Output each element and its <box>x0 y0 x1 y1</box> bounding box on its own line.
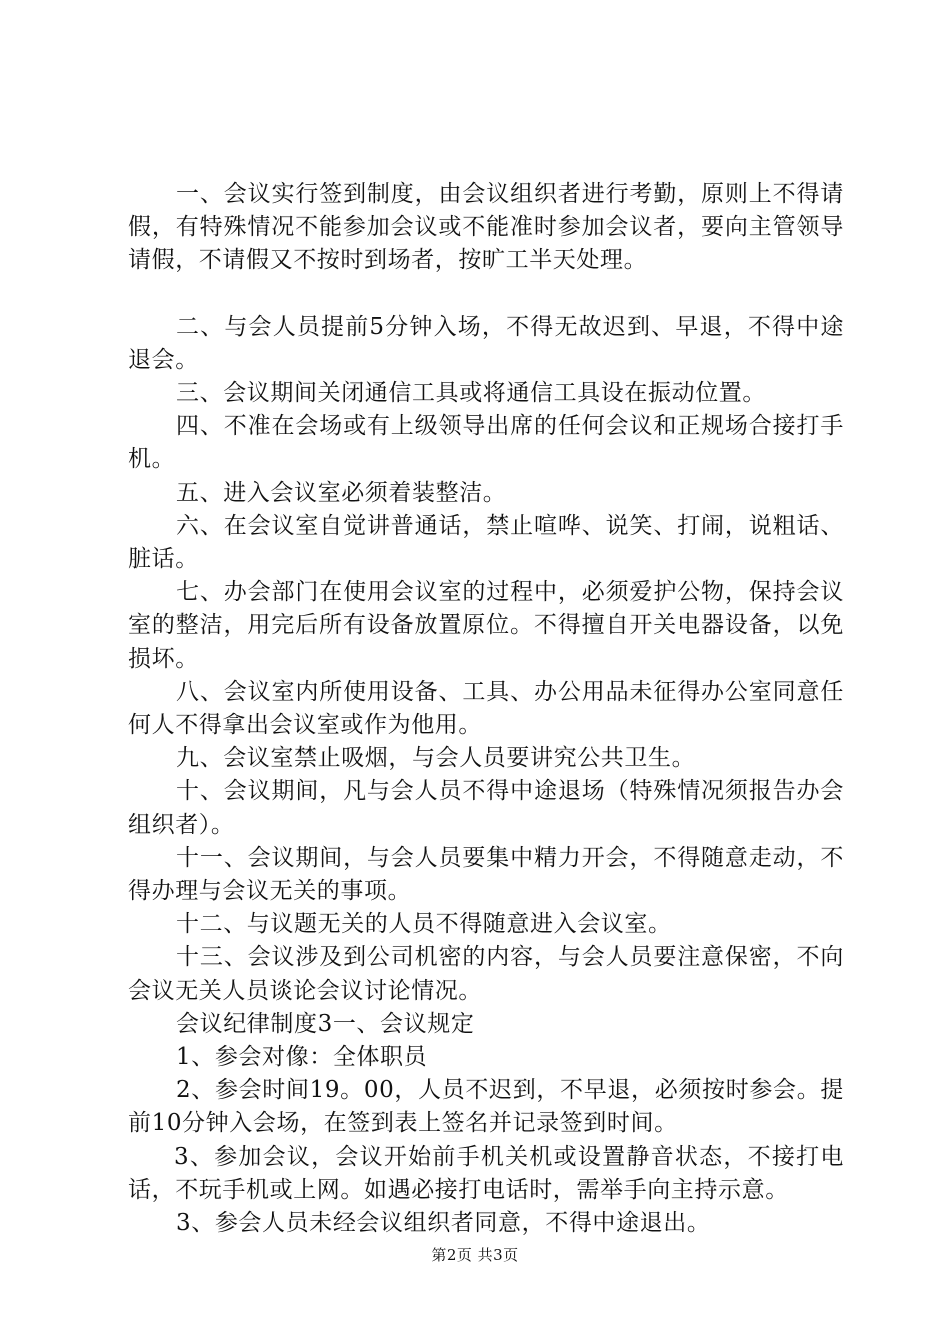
page-footer: 第2页 共3页 <box>431 1246 519 1264</box>
paragraph-item-3a: 3、参加会议，会议开始前手机关机或设置静音状态，不接打电话，不玩手机或上网。如遇必接打电话时，需举手向主持示意。 <box>128 1143 844 1203</box>
paragraph-rule-12: 十二、与议题无关的人员不得随意进入会议室。 <box>176 911 672 938</box>
paragraph-rule-9: 九、会议室禁止吸烟，与会人员要讲究公共卫生。 <box>176 745 696 772</box>
paragraph-rule-7: 七、办会部门在使用会议室的过程中，必须爱护公物，保持会议室的整洁，用完后所有设备放置原位。不得擅自开关电器设备，以免损坏。 <box>128 579 844 672</box>
section-heading: 会议纪律制度3一、会议规定 <box>176 1010 475 1037</box>
paragraph-item-1: 1、参会对像：全体职员 <box>176 1044 428 1071</box>
paragraph-rule-3: 三、会议期间关闭通信工具或将通信工具设在振动位置。 <box>176 380 766 407</box>
paragraph-rule-4: 四、不准在会场或有上级领导出席的任何会议和正规场合接打手机。 <box>128 413 844 473</box>
paragraph-rule-13: 十三、会议涉及到公司机密的内容，与会人员要注意保密，不向会议无关人员谈论会议讨论情况。 <box>128 944 844 1004</box>
paragraph-rule-11: 十一、会议期间，与会人员要集中精力开会，不得随意走动，不得办理与会议无关的事项。 <box>128 844 844 905</box>
paragraph-rule-1: 一、会议实行签到制度，由会议组织者进行考勤，原则上不得请假，有特殊情况不能参加会议或不能准时参加会议者，要向主管领导请假，不请假又不按时到场者，按旷工半天处理。 <box>128 181 844 274</box>
document-body <box>128 178 844 1240</box>
paragraph-item-3b: 3、参会人员未经会议组织者同意，不得中途退出。 <box>176 1210 711 1237</box>
paragraph-rule-5: 五、进入会议室必须着装整洁。 <box>176 479 507 506</box>
paragraph-rule-6: 六、在会议室自觉讲普通话，禁止喧哗、说笑、打闹，说粗话、脏话。 <box>128 512 844 573</box>
paragraph-rule-10: 十、会议期间，凡与会人员不得中途退场（特殊情况须报告办会组织者）。 <box>128 778 844 838</box>
paragraph-item-2: 2、参会时间19。00，人员不迟到，不早退，必须按时参会。提前10分钟入会场，在签到表上签名并记录签到时间。 <box>128 1077 844 1137</box>
paragraph-rule-8: 八、会议室内所使用设备、工具、办公用品未征得办公室同意任何人不得拿出会议室或作为他用。 <box>128 678 844 739</box>
paragraph-rule-2: 二、与会人员提前5分钟入场，不得无故迟到、早退，不得中途退会。 <box>128 313 844 373</box>
